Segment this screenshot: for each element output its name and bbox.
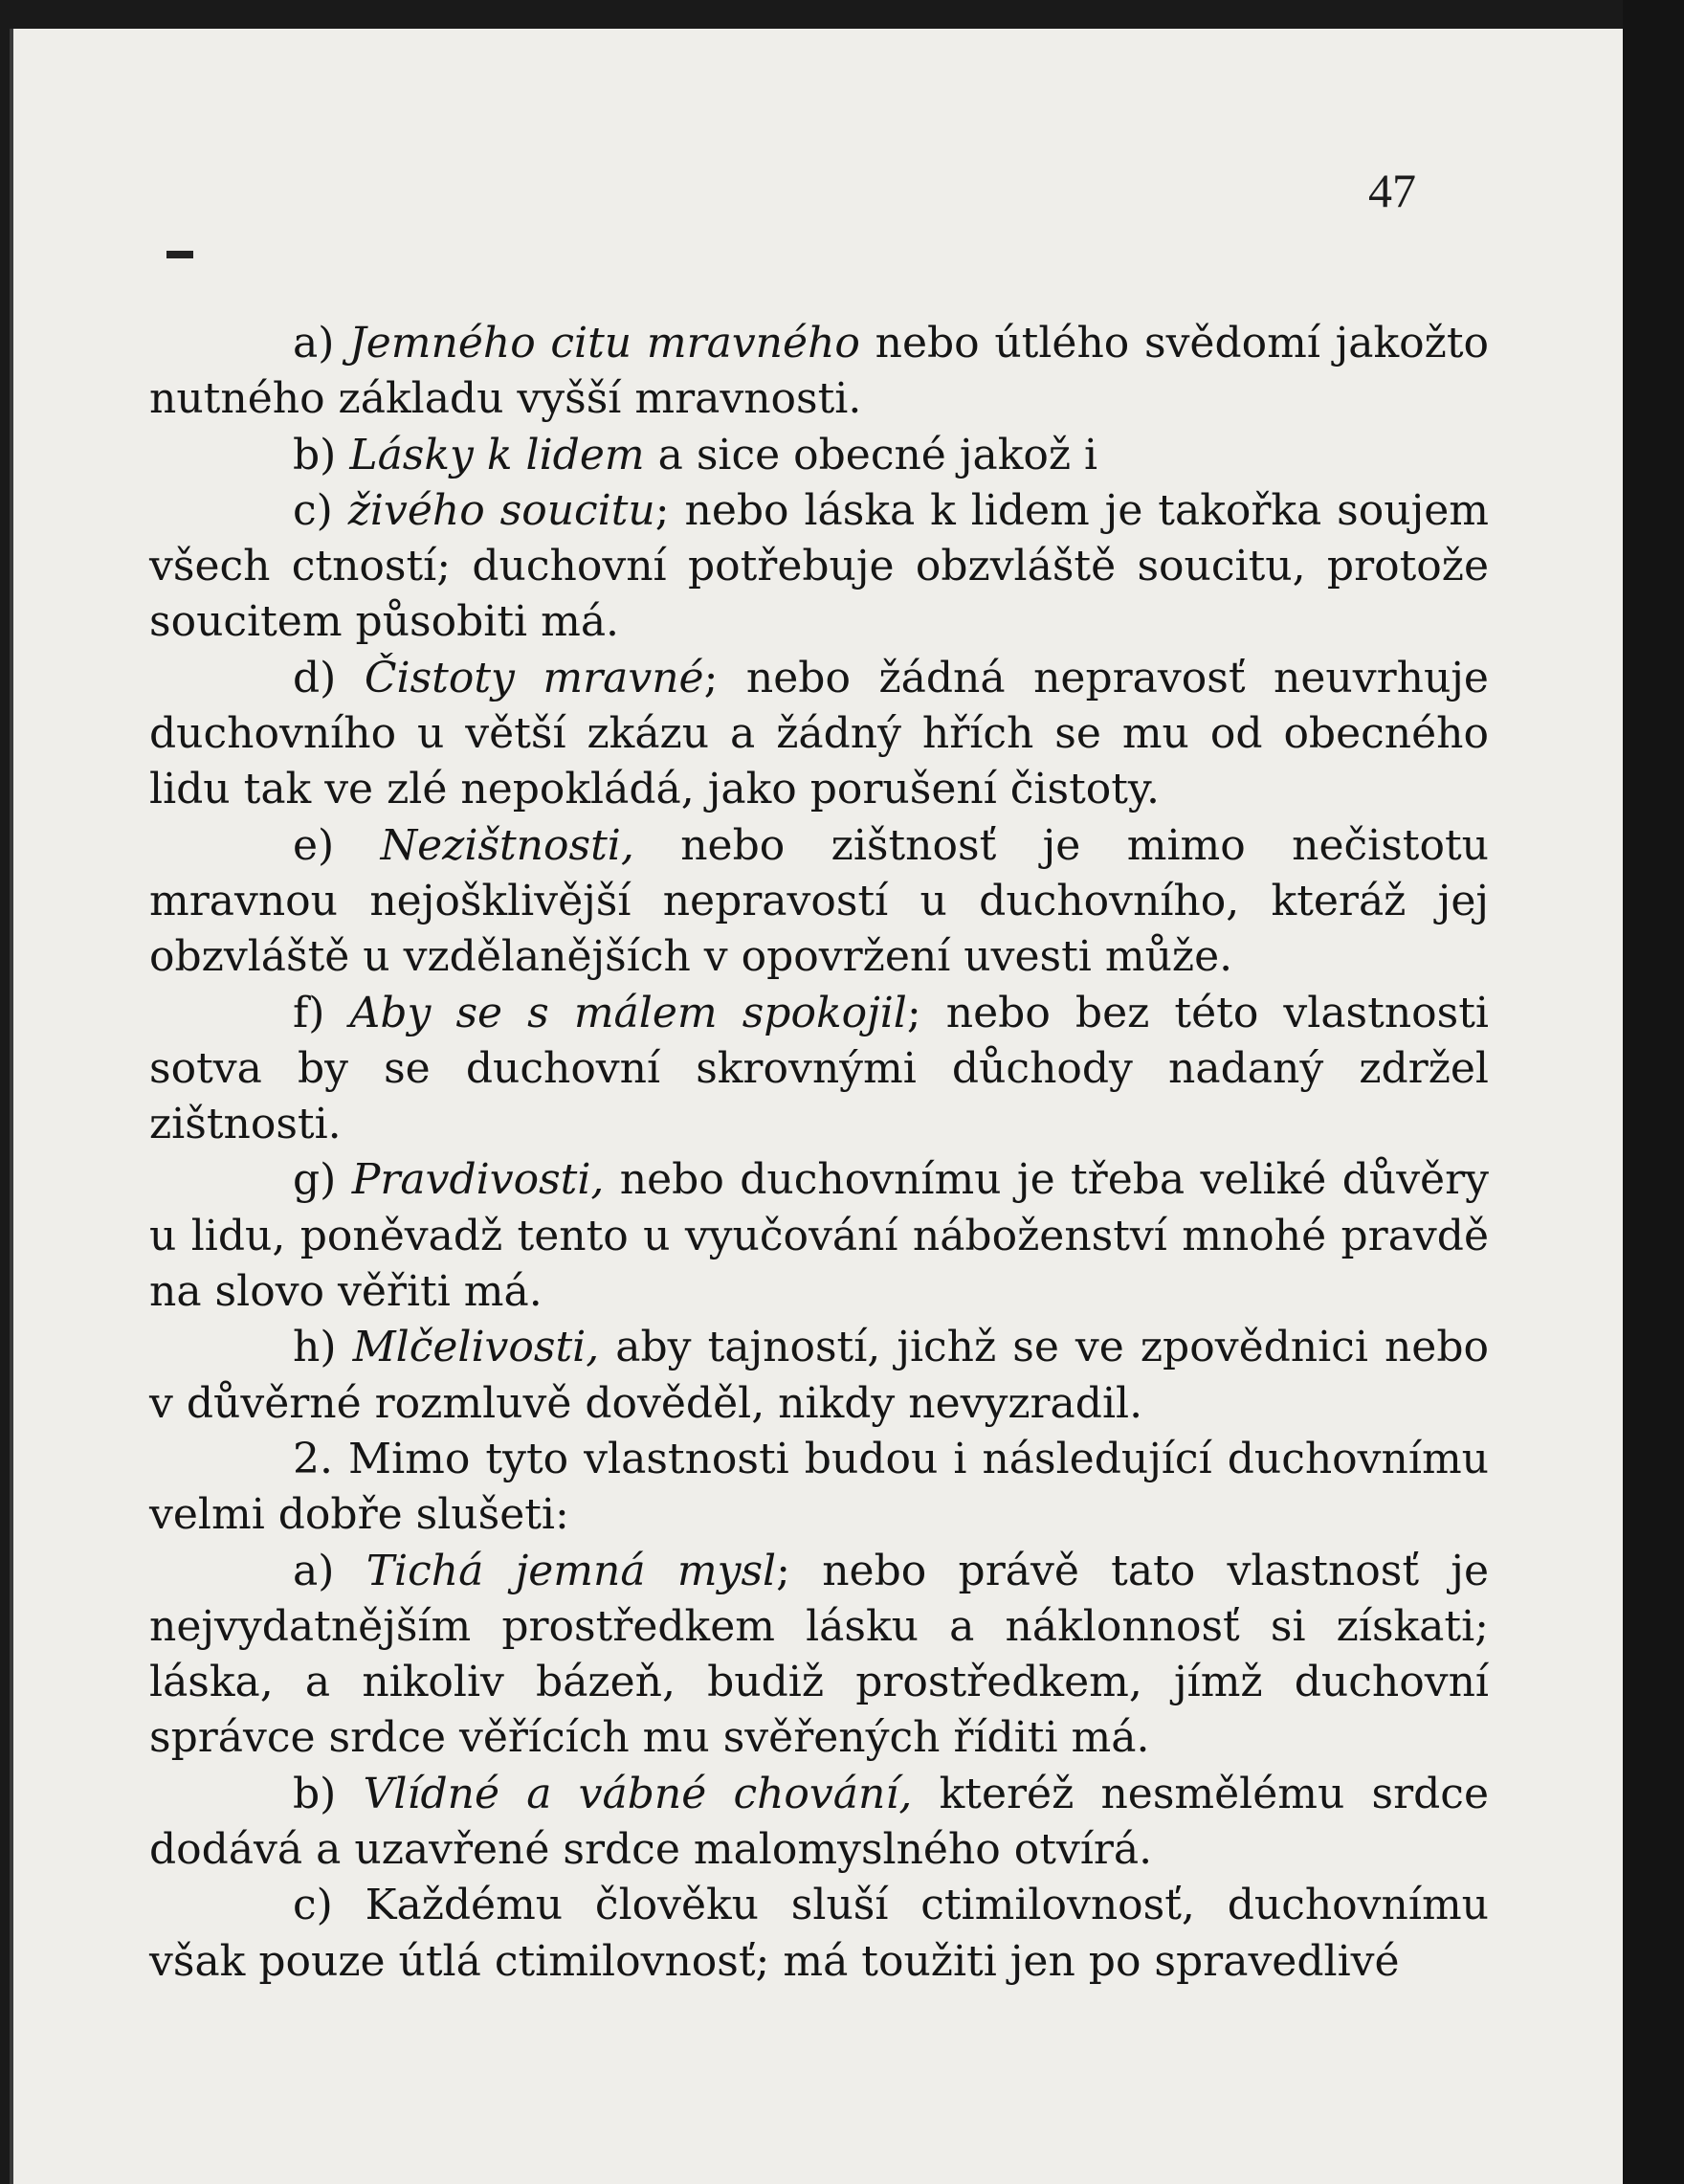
body-text bbox=[149, 316, 1489, 1990]
paragraph-text: nebo duchovnímu je třeba veliké důvěry u lidu, poněvadž tento u vyučování náboženství mnohé pravdě na slovo věřiti má. bbox=[149, 1155, 1489, 1317]
paragraph-a2 bbox=[149, 1544, 1489, 1767]
emphasis: Jemného citu mravného bbox=[349, 319, 860, 368]
item-label: 2. bbox=[293, 1434, 333, 1483]
paragraph-text: Mimo tyto vlastnosti budou i následující duchovnímu velmi dobře slušeti: bbox=[149, 1434, 1489, 1540]
item-label: d) bbox=[293, 653, 337, 702]
paragraph-text: nebo útlého svědomí jakožto nutného základu vyšší mravnosti. bbox=[149, 319, 1489, 424]
item-label: c) bbox=[293, 485, 333, 535]
header-dash bbox=[166, 251, 193, 258]
paragraph-a1 bbox=[149, 316, 1489, 428]
paragraph-text: ; nebo bez této vlastnosti sotva by se duchovní skrovnými důchody nadaný zdržel zištnosti. bbox=[149, 988, 1489, 1149]
scan-edge bbox=[1623, 0, 1684, 2184]
item-label: a) bbox=[293, 1546, 335, 1595]
paragraph-f1 bbox=[149, 986, 1489, 1153]
emphasis: Tichá jemná mysl bbox=[366, 1546, 777, 1595]
item-label: c) bbox=[293, 1881, 333, 1930]
emphasis: Pravdivosti, bbox=[351, 1155, 605, 1205]
item-label: h) bbox=[293, 1323, 337, 1372]
item-label: g) bbox=[293, 1155, 337, 1205]
emphasis: Čistoty mravné bbox=[364, 653, 704, 702]
item-label: b) bbox=[293, 1769, 337, 1818]
paragraph-g1 bbox=[149, 1152, 1489, 1320]
paragraph-c2 bbox=[149, 1878, 1489, 1990]
item-label: a) bbox=[293, 319, 335, 368]
emphasis: Nezištnosti, bbox=[380, 820, 634, 870]
paragraph-n2 bbox=[149, 1432, 1489, 1544]
paragraph-text: ; nebo žádná nepravosť neuvrhuje duchovního u větší zkázu a žádný hřích se mu od obecného lidu tak ve zlé nepokládá, jako porušení čistoty. bbox=[149, 653, 1489, 814]
paragraph-text: aby tajností, jichž se ve zpovědnici nebo v důvěrné rozmluvě dověděl, nikdy nevyzradil. bbox=[149, 1323, 1489, 1428]
paragraph-text: a sice obecné jakož i bbox=[644, 430, 1098, 479]
paragraph-text: ; nebo právě tato vlastnosť je nejvydatnějším prostředkem lásku a náklonnosť si získati; láska, a nikoliv bázeň, budiž prostředkem, jímž duchovní správce srdce věřících mu svěřených říditi má. bbox=[149, 1546, 1489, 1763]
paragraph-text: kteréž nesmělému srdce dodává a uzavřené srdce malomyslného otvírá. bbox=[149, 1769, 1489, 1875]
emphasis: živého soucitu bbox=[347, 485, 655, 535]
item-label: b) bbox=[293, 430, 337, 479]
emphasis: Aby se s málem spokojil bbox=[349, 988, 907, 1037]
emphasis: Vlídné a vábné chování, bbox=[363, 1769, 913, 1818]
emphasis: Lásky k lidem bbox=[349, 430, 645, 479]
emphasis: Mlčelivosti, bbox=[352, 1323, 600, 1372]
paragraph-b2 bbox=[149, 1767, 1489, 1879]
paragraph-e1 bbox=[149, 818, 1489, 986]
paragraph-b1 bbox=[149, 428, 1489, 483]
item-label: e) bbox=[293, 820, 335, 870]
paragraph-c1 bbox=[149, 483, 1489, 651]
paragraph-text: Každému člověku sluší ctimilovnosť, duchovnímu však pouze útlá ctimilovnosť; má toužiti jen po spravedlivé bbox=[149, 1881, 1489, 1986]
paragraph-d1 bbox=[149, 651, 1489, 818]
book-page bbox=[10, 29, 1627, 2184]
paragraph-text: ; nebo láska k lidem je takořka soujem všech ctností; duchovní potřebuje obzvláště soucitu, protože soucitem působiti má. bbox=[149, 485, 1489, 647]
page-number: 47 bbox=[1368, 164, 1416, 217]
paragraph-h1 bbox=[149, 1320, 1489, 1432]
item-label: f) bbox=[293, 988, 325, 1037]
paragraph-text: nebo zištnosť je mimo nečistotu mravnou nejošklivější nepravostí u duchovního, kteráž jej obzvláště u vzdělanějších v opovržení uvesti může. bbox=[149, 820, 1489, 982]
